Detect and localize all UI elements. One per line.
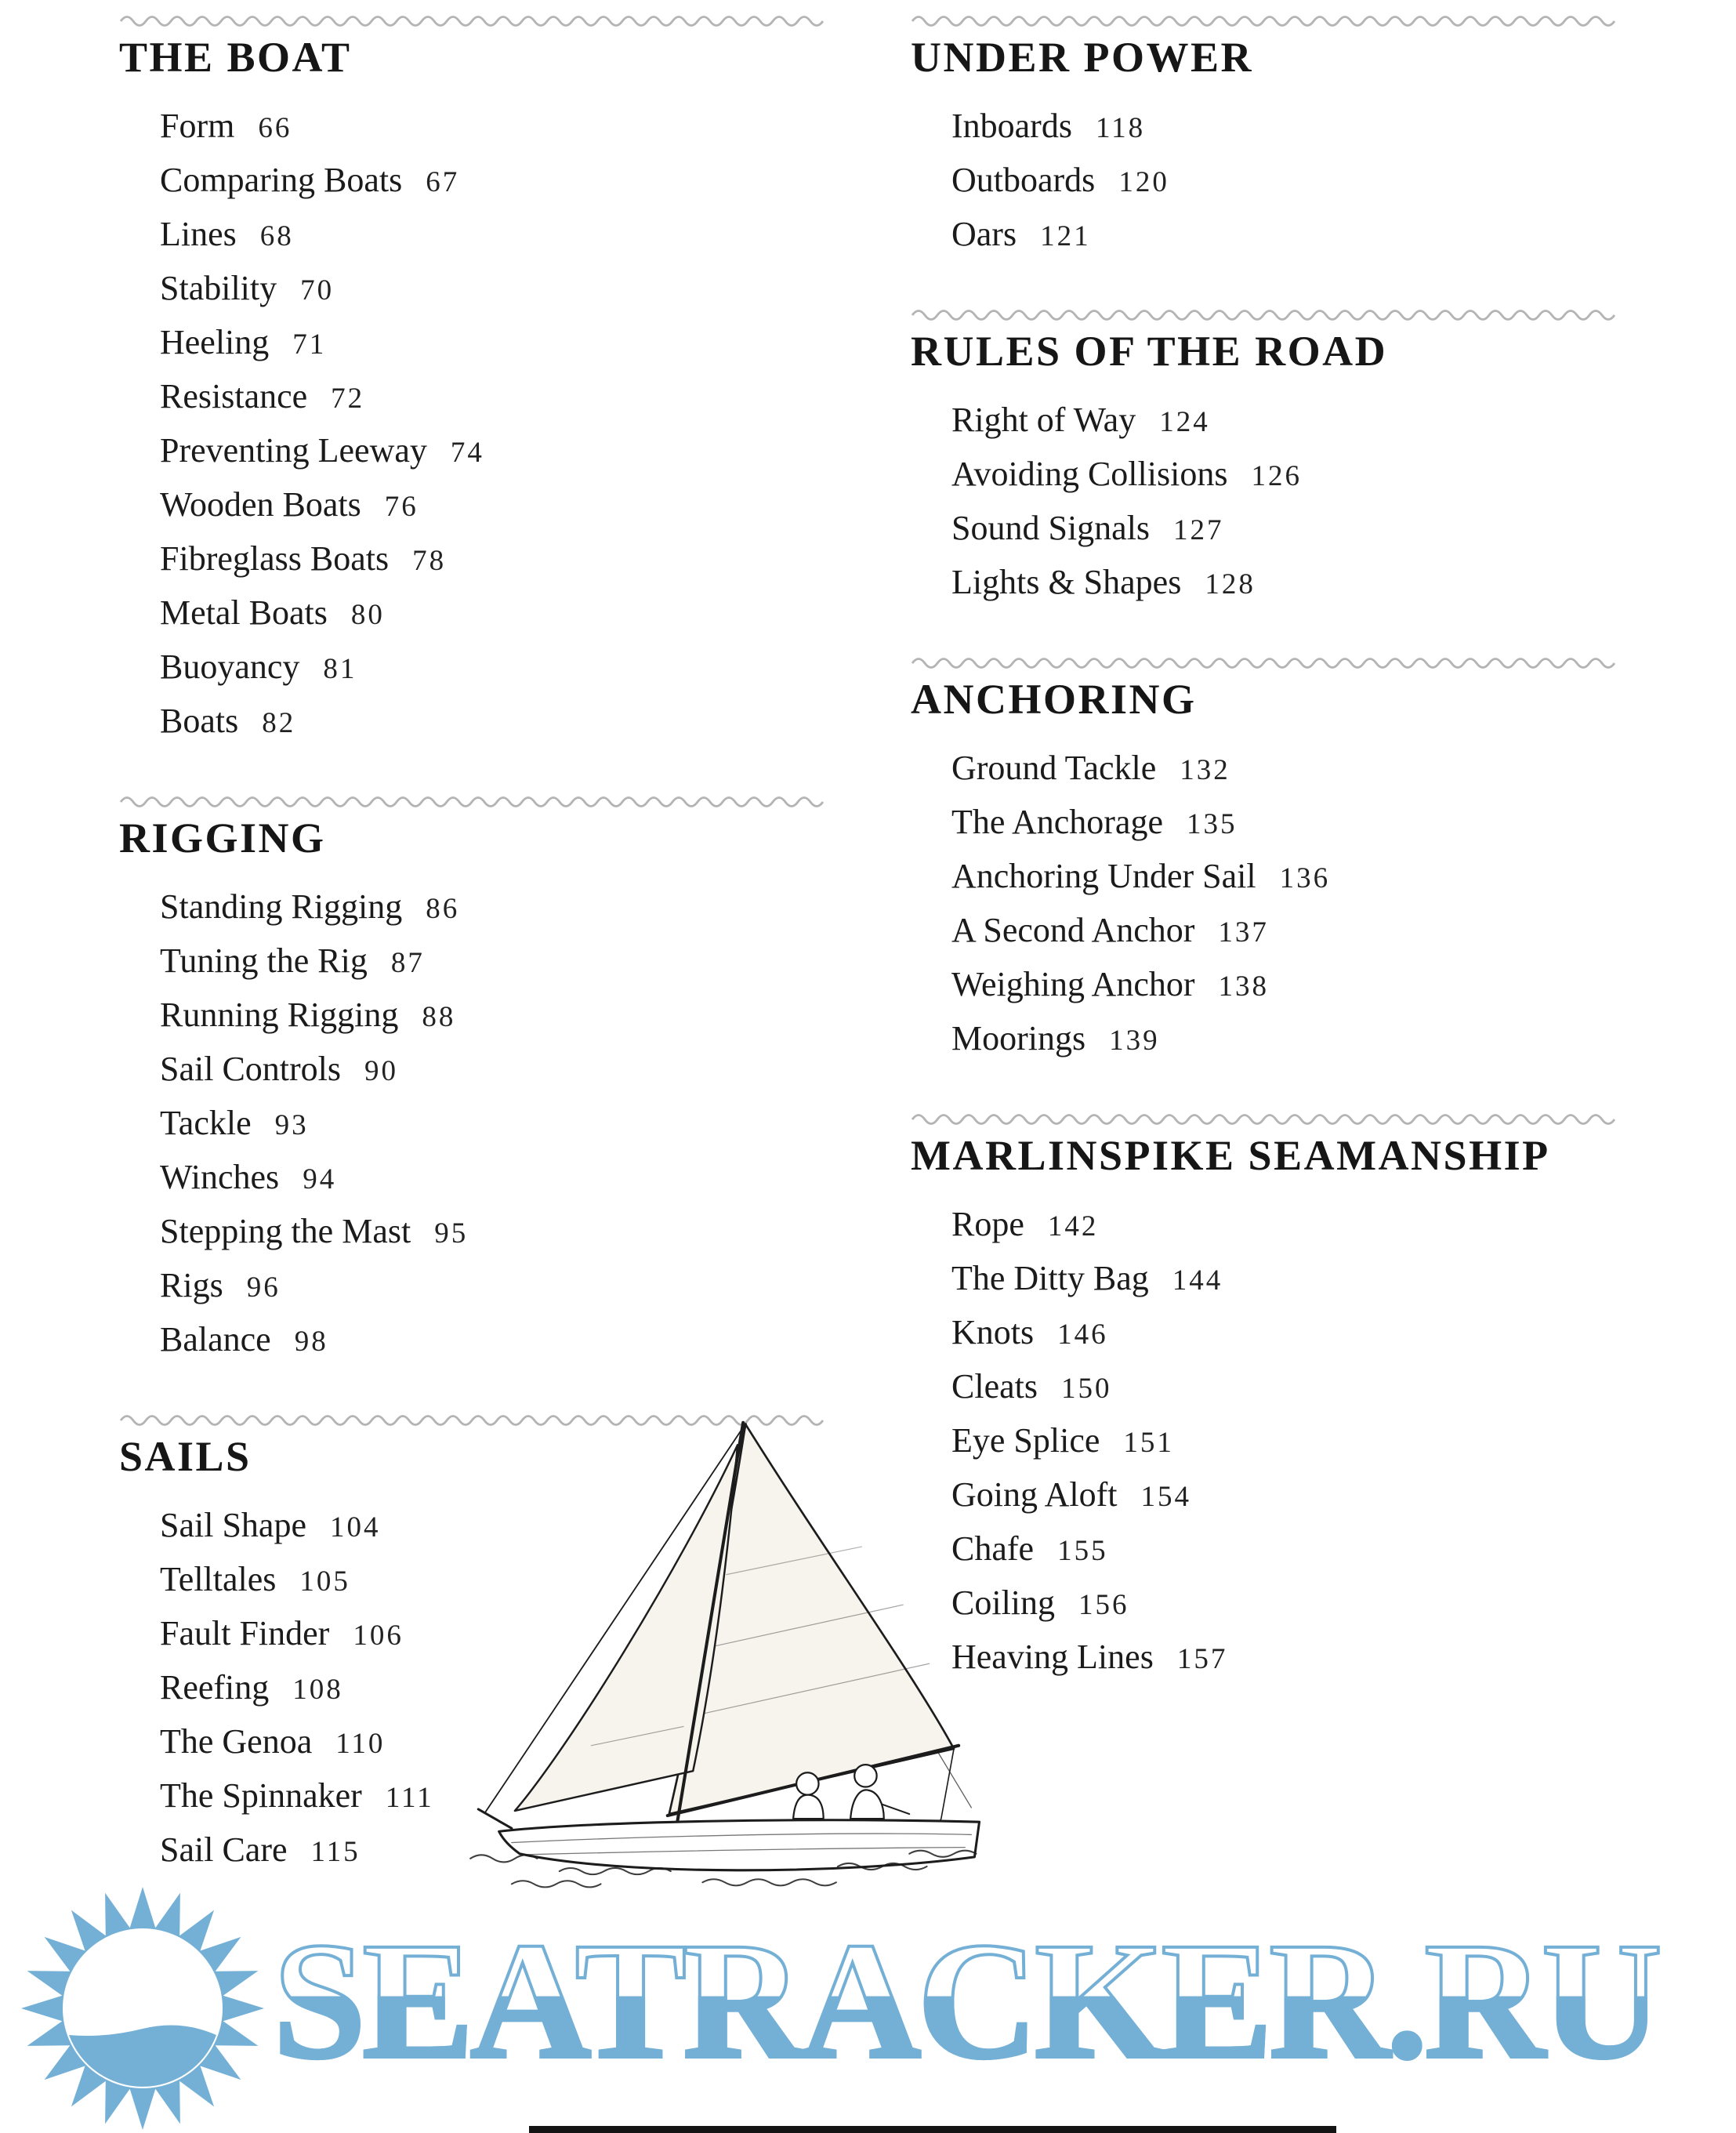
toc-entry-page: 121: [1040, 220, 1091, 252]
sailboat-illustration: [464, 1411, 1005, 1889]
toc-entry-label: Balance: [160, 1320, 271, 1359]
toc-entry-page: 76: [384, 491, 419, 523]
toc-entry: [951, 209, 1640, 263]
toc-entry-label: Moorings: [951, 1019, 1086, 1057]
toc-entry: [951, 1013, 1640, 1067]
toc-entry-label: Winches: [160, 1158, 280, 1196]
toc-entry: [160, 209, 834, 263]
toc-entry-page: 146: [1057, 1319, 1108, 1351]
toc-entry-label: The Anchorage: [951, 803, 1163, 841]
toc-entry: [951, 448, 1640, 502]
toc-entry-page: 142: [1047, 1210, 1099, 1242]
toc-entry: [160, 533, 834, 587]
section-item-list: [951, 394, 1640, 611]
toc-entry-page: 90: [364, 1055, 399, 1087]
toc-entry-page: 98: [294, 1326, 328, 1358]
toc-entry: [160, 1260, 834, 1314]
section-title: RULES OF THE ROAD: [911, 328, 1388, 375]
toc-entry-label: Form: [160, 107, 235, 145]
toc-entry: [160, 479, 834, 533]
section-item-list: [160, 881, 834, 1368]
toc-entry-label: Cleats: [951, 1367, 1038, 1406]
toc-entry: [951, 905, 1640, 959]
toc-entry: [951, 796, 1640, 851]
toc-entry-page: 128: [1205, 568, 1256, 600]
section-title: MARLINSPIKE SEAMANSHIP: [911, 1132, 1550, 1179]
toc-entry-page: 74: [450, 437, 484, 469]
toc-entry-page: 127: [1173, 514, 1224, 546]
section-marlinspike-seamanship: [911, 1109, 1640, 1685]
toc-entry: [951, 851, 1640, 905]
toc-entry: [160, 317, 834, 371]
toc-entry: [160, 371, 834, 425]
toc-entry: [160, 881, 834, 935]
toc-entry: [160, 1206, 834, 1260]
toc-entry-page: 139: [1109, 1025, 1160, 1057]
toc-entry-page: 78: [412, 545, 447, 577]
toc-entry-page: 108: [292, 1674, 343, 1706]
toc-entry-label: Running Rigging: [160, 996, 399, 1034]
toc-entry-label: Preventing Leeway: [160, 431, 427, 470]
wavy-divider: [911, 653, 1628, 669]
toc-entry-page: 67: [426, 166, 460, 198]
section-title: SAILS: [119, 1433, 252, 1480]
wavy-divider: [119, 792, 828, 807]
toc-entry-page: 66: [258, 112, 292, 144]
wavy-divider: [911, 1109, 1628, 1125]
toc-entry-label: Telltales: [160, 1560, 277, 1598]
toc-entry-label: Ground Tackle: [951, 749, 1157, 787]
toc-entry-label: Sound Signals: [951, 509, 1151, 547]
toc-entry: [951, 1307, 1640, 1361]
section-item-list: [951, 1199, 1640, 1685]
toc-entry-label: Anchoring Under Sail: [951, 857, 1256, 895]
toc-entry-page: 87: [390, 947, 425, 979]
toc-entry-page: 86: [426, 893, 460, 925]
toc-entry-label: Oars: [951, 215, 1017, 253]
wavy-divider: [911, 305, 1628, 321]
toc-entry-label: The Ditty Bag: [951, 1259, 1149, 1297]
toc-entry-label: Avoiding Collisions: [951, 455, 1228, 493]
section-title: ANCHORING: [911, 676, 1197, 723]
toc-entry-page: 106: [353, 1620, 404, 1652]
toc-entry: [160, 425, 834, 479]
section-anchoring: [911, 653, 1640, 1067]
toc-entry-label: Knots: [951, 1313, 1035, 1351]
toc-entry: [160, 1097, 834, 1152]
toc-entry: [160, 695, 834, 749]
toc-entry-label: Weighing Anchor: [951, 965, 1195, 1003]
toc-entry-label: Going Aloft: [951, 1475, 1118, 1514]
toc-entry: [951, 1469, 1640, 1523]
toc-entry-page: 118: [1095, 112, 1146, 144]
toc-entry-label: Chafe: [951, 1529, 1035, 1568]
toc-entry: [951, 1253, 1640, 1307]
toc-entry: [951, 557, 1640, 611]
toc-entry-label: Buoyancy: [160, 648, 300, 686]
sun-icon: [20, 1886, 265, 2131]
toc-entry-page: 93: [274, 1109, 309, 1141]
section-item-list: [160, 100, 834, 749]
toc-entry-page: 95: [434, 1217, 469, 1250]
section-item-list: [951, 100, 1640, 263]
toc-entry-label: Sail Care: [160, 1830, 288, 1869]
toc-entry-page: 151: [1123, 1427, 1174, 1459]
toc-entry: [951, 1199, 1640, 1253]
toc-entry-label: Wooden Boats: [160, 485, 361, 524]
section-title: UNDER POWER: [911, 34, 1254, 81]
toc-entry-page: 155: [1057, 1535, 1108, 1567]
toc-entry-label: Right of Way: [951, 401, 1136, 439]
toc-entry-page: 144: [1172, 1264, 1223, 1297]
toc-entry-page: 156: [1078, 1589, 1129, 1621]
toc-entry-page: 154: [1140, 1481, 1191, 1513]
section-title: THE BOAT: [119, 34, 352, 81]
toc-entry-label: Eye Splice: [951, 1421, 1100, 1460]
toc-entry-label: Resistance: [160, 377, 308, 415]
toc-entry-page: 115: [310, 1836, 361, 1868]
toc-entry: [160, 1152, 834, 1206]
toc-entry: [160, 641, 834, 695]
toc-entry-label: Reefing: [160, 1668, 270, 1707]
toc-entry-label: Tuning the Rig: [160, 941, 368, 980]
toc-entry-label: Tackle: [160, 1104, 252, 1142]
toc-entry: [160, 263, 834, 317]
toc-column-right: [911, 11, 1640, 1728]
toc-entry-page: 136: [1279, 862, 1331, 894]
toc-entry: [951, 1523, 1640, 1577]
toc-entry-label: Rigs: [160, 1266, 223, 1304]
toc-entry-page: 110: [335, 1728, 386, 1760]
toc-entry-label: Fibreglass Boats: [160, 539, 390, 578]
toc-entry: [160, 587, 834, 641]
toc-entry-label: Stepping the Mast: [160, 1212, 411, 1250]
toc-entry: [951, 1631, 1640, 1685]
toc-entry: [951, 394, 1640, 448]
toc-entry-label: Lights & Shapes: [951, 563, 1182, 601]
toc-entry: [951, 502, 1640, 557]
toc-entry: [951, 100, 1640, 154]
section-rules-of-the-road: [911, 305, 1640, 611]
toc-entry-page: 135: [1187, 808, 1238, 840]
toc-entry-page: 157: [1176, 1643, 1228, 1675]
toc-entry: [951, 959, 1640, 1013]
wavy-divider: [911, 11, 1628, 27]
section-rigging: [119, 792, 834, 1368]
toc-entry: [160, 989, 834, 1043]
toc-entry-page: 68: [259, 220, 294, 252]
toc-entry-label: Boats: [160, 702, 239, 740]
toc-entry-label: Standing Rigging: [160, 887, 403, 926]
section-under-power: [911, 11, 1640, 263]
toc-entry-page: 111: [385, 1782, 434, 1814]
toc-entry-label: Rope: [951, 1205, 1024, 1243]
toc-entry-page: 70: [300, 274, 335, 307]
toc-entry-page: 104: [329, 1511, 381, 1544]
toc-entry-page: 132: [1180, 754, 1230, 786]
toc-entry-label: The Genoa: [160, 1722, 313, 1761]
toc-entry: [951, 742, 1640, 796]
toc-entry-page: 71: [292, 328, 327, 361]
toc-entry-label: Outboards: [951, 161, 1096, 199]
toc-entry-label: Heaving Lines: [951, 1638, 1154, 1676]
toc-entry-label: Fault Finder: [160, 1614, 330, 1652]
toc-entry-page: 137: [1218, 916, 1269, 949]
section-the-boat: [119, 11, 834, 749]
toc-entry-page: 94: [303, 1163, 337, 1195]
toc-entry-label: Metal Boats: [160, 593, 328, 632]
toc-entry: [951, 1577, 1640, 1631]
toc-entry-label: The Spinnaker: [160, 1776, 362, 1815]
toc-entry: [160, 1043, 834, 1097]
toc-entry-label: Sail Shape: [160, 1506, 306, 1544]
watermark-text: SEATRACKER.RU: [273, 1908, 1659, 2094]
toc-entry-page: 124: [1159, 406, 1210, 438]
toc-entry-page: 81: [323, 653, 357, 685]
toc-entry-page: 120: [1118, 166, 1169, 198]
toc-entry: [160, 1314, 834, 1368]
toc-entry: [951, 1415, 1640, 1469]
toc-entry: [160, 100, 834, 154]
toc-entry-page: 88: [422, 1001, 456, 1033]
wavy-divider: [119, 11, 828, 27]
toc-entry-label: Coiling: [951, 1583, 1056, 1622]
toc-entry-page: 80: [350, 599, 385, 631]
toc-entry-label: Inboards: [951, 107, 1072, 145]
toc-entry-label: Sail Controls: [160, 1050, 342, 1088]
toc-entry-page: 126: [1251, 460, 1302, 492]
scan-artifact-strip: [529, 2126, 1336, 2133]
toc-entry: [951, 1361, 1640, 1415]
toc-entry: [160, 154, 834, 209]
toc-entry-label: Comparing Boats: [160, 161, 403, 199]
toc-entry-page: 138: [1218, 970, 1270, 1003]
toc-entry-page: 150: [1060, 1373, 1112, 1405]
toc-entry-page: 96: [246, 1271, 281, 1304]
toc-entry-label: Heeling: [160, 323, 270, 361]
toc-entry-page: 82: [262, 707, 296, 739]
toc-entry-page: 105: [299, 1565, 350, 1598]
toc-entry: [951, 154, 1640, 209]
toc-entry-label: A Second Anchor: [951, 911, 1195, 949]
toc-entry-label: Lines: [160, 215, 237, 253]
toc-entry-page: 72: [331, 383, 365, 415]
toc-entry-label: Stability: [160, 269, 277, 307]
toc-entry: [160, 935, 834, 989]
section-item-list: [951, 742, 1640, 1067]
section-title: RIGGING: [119, 814, 326, 862]
